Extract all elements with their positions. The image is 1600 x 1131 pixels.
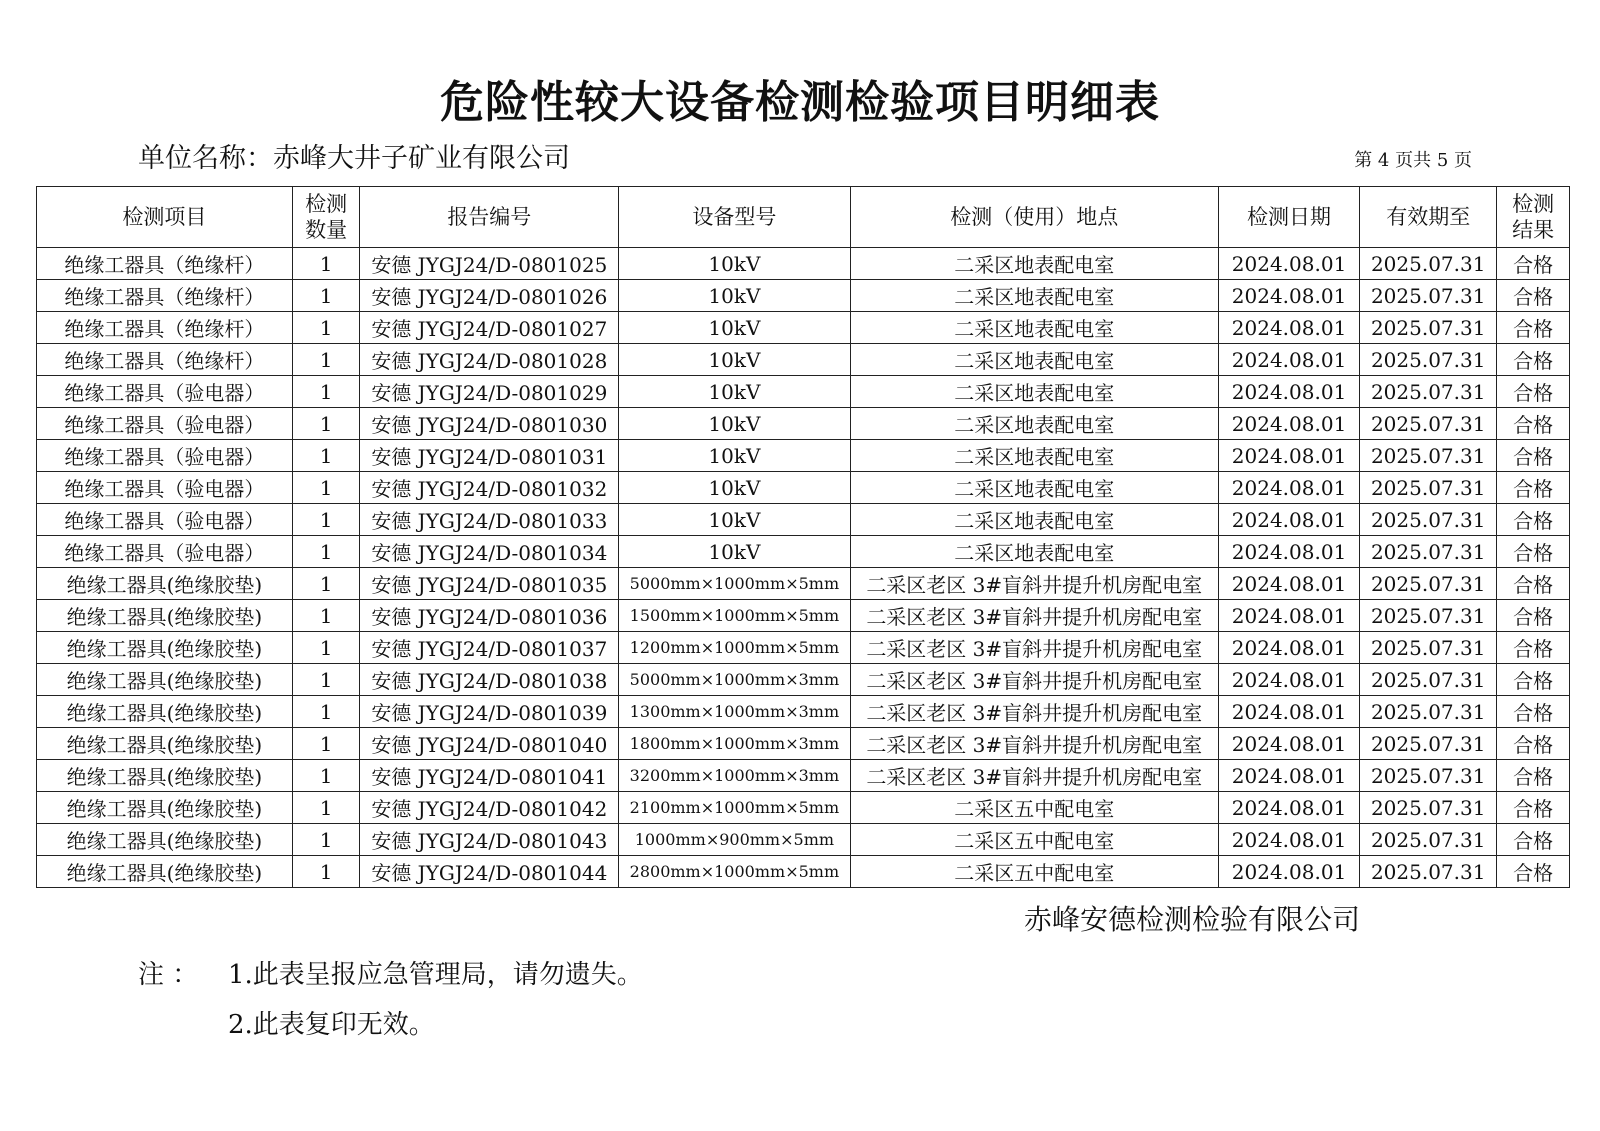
cell-quantity: 1	[292, 504, 360, 536]
cell-quantity: 1	[292, 664, 360, 696]
cell-test-date: 2024.08.01	[1218, 440, 1359, 472]
cell-result: 合格	[1497, 728, 1570, 760]
table-row	[37, 376, 1570, 408]
cell-item: 绝缘工器具（验电器）	[37, 408, 293, 440]
header-test-date: 检测日期	[1218, 187, 1359, 248]
cell-valid-until: 2025.07.31	[1360, 696, 1497, 728]
cell-location: 二采区地表配电室	[850, 440, 1218, 472]
cell-valid-until: 2025.07.31	[1360, 536, 1497, 568]
cell-test-date: 2024.08.01	[1218, 344, 1359, 376]
cell-report-number: 安德 JYGJ24/D-0801034	[360, 536, 619, 568]
header-location: 检测（使用）地点	[850, 187, 1218, 248]
cell-location: 二采区地表配电室	[850, 536, 1218, 568]
cell-quantity: 1	[292, 408, 360, 440]
cell-valid-until: 2025.07.31	[1360, 792, 1497, 824]
cell-test-date: 2024.08.01	[1218, 760, 1359, 792]
table-row	[37, 408, 1570, 440]
table-row	[37, 280, 1570, 312]
cell-location: 二采区地表配电室	[850, 376, 1218, 408]
cell-item: 绝缘工器具(绝缘胶垫)	[37, 600, 293, 632]
cell-test-date: 2024.08.01	[1218, 248, 1359, 280]
cell-report-number: 安德 JYGJ24/D-0801044	[360, 856, 619, 888]
cell-quantity: 1	[292, 760, 360, 792]
cell-valid-until: 2025.07.31	[1360, 664, 1497, 696]
cell-location: 二采区老区 3#盲斜井提升机房配电室	[850, 632, 1218, 664]
cell-model: 2800mm×1000mm×5mm	[619, 856, 850, 888]
cell-test-date: 2024.08.01	[1218, 504, 1359, 536]
cell-report-number: 安德 JYGJ24/D-0801032	[360, 472, 619, 504]
cell-report-number: 安德 JYGJ24/D-0801036	[360, 600, 619, 632]
cell-report-number: 安德 JYGJ24/D-0801025	[360, 248, 619, 280]
table-row	[37, 696, 1570, 728]
cell-result: 合格	[1497, 664, 1570, 696]
cell-valid-until: 2025.07.31	[1360, 440, 1497, 472]
cell-item: 绝缘工器具（验电器）	[37, 536, 293, 568]
table-row	[37, 632, 1570, 664]
cell-test-date: 2024.08.01	[1218, 792, 1359, 824]
cell-quantity: 1	[292, 312, 360, 344]
cell-valid-until: 2025.07.31	[1360, 376, 1497, 408]
cell-item: 绝缘工器具（验电器）	[37, 440, 293, 472]
cell-model: 10kV	[619, 280, 850, 312]
inspection-table	[36, 186, 1570, 888]
cell-model: 1300mm×1000mm×3mm	[619, 696, 850, 728]
cell-location: 二采区地表配电室	[850, 312, 1218, 344]
cell-item: 绝缘工器具(绝缘胶垫)	[37, 760, 293, 792]
cell-valid-until: 2025.07.31	[1360, 504, 1497, 536]
cell-quantity: 1	[292, 248, 360, 280]
cell-model: 10kV	[619, 344, 850, 376]
cell-model: 1000mm×900mm×5mm	[619, 824, 850, 856]
note-item: 1.此表呈报应急管理局，请勿遗失。	[228, 960, 643, 990]
cell-model: 10kV	[619, 472, 850, 504]
cell-result: 合格	[1497, 344, 1570, 376]
table-row	[37, 856, 1570, 888]
cell-model: 2100mm×1000mm×5mm	[619, 792, 850, 824]
cell-report-number: 安德 JYGJ24/D-0801038	[360, 664, 619, 696]
cell-item: 绝缘工器具(绝缘胶垫)	[37, 792, 293, 824]
cell-valid-until: 2025.07.31	[1360, 632, 1497, 664]
cell-location: 二采区五中配电室	[850, 792, 1218, 824]
table-row	[37, 568, 1570, 600]
cell-model: 5000mm×1000mm×5mm	[619, 568, 850, 600]
cell-model: 5000mm×1000mm×3mm	[619, 664, 850, 696]
cell-result: 合格	[1497, 632, 1570, 664]
cell-result: 合格	[1497, 792, 1570, 824]
cell-item: 绝缘工器具(绝缘胶垫)	[37, 664, 293, 696]
cell-location: 二采区地表配电室	[850, 344, 1218, 376]
cell-valid-until: 2025.07.31	[1360, 600, 1497, 632]
issuer-company: 赤峰安德检测检验有限公司	[1024, 903, 1361, 936]
table-row	[37, 728, 1570, 760]
cell-item: 绝缘工器具（绝缘杆）	[37, 312, 293, 344]
table-row	[37, 824, 1570, 856]
cell-report-number: 安德 JYGJ24/D-0801031	[360, 440, 619, 472]
table-row	[37, 472, 1570, 504]
cell-location: 二采区地表配电室	[850, 280, 1218, 312]
cell-report-number: 安德 JYGJ24/D-0801035	[360, 568, 619, 600]
cell-location: 二采区地表配电室	[850, 248, 1218, 280]
table-body	[37, 248, 1570, 888]
cell-quantity: 1	[292, 632, 360, 664]
cell-item: 绝缘工器具（验电器）	[37, 472, 293, 504]
cell-location: 二采区地表配电室	[850, 408, 1218, 440]
cell-location: 二采区老区 3#盲斜井提升机房配电室	[850, 568, 1218, 600]
table-row	[37, 504, 1570, 536]
table-row	[37, 440, 1570, 472]
header-item: 检测项目	[37, 187, 293, 248]
cell-model: 1500mm×1000mm×5mm	[619, 600, 850, 632]
cell-result: 合格	[1497, 696, 1570, 728]
cell-location: 二采区老区 3#盲斜井提升机房配电室	[850, 728, 1218, 760]
cell-test-date: 2024.08.01	[1218, 696, 1359, 728]
header-result: 检测 结果	[1497, 187, 1570, 248]
cell-model: 10kV	[619, 408, 850, 440]
cell-test-date: 2024.08.01	[1218, 728, 1359, 760]
cell-location: 二采区老区 3#盲斜井提升机房配电室	[850, 760, 1218, 792]
cell-test-date: 2024.08.01	[1218, 856, 1359, 888]
cell-test-date: 2024.08.01	[1218, 280, 1359, 312]
table-row	[37, 312, 1570, 344]
cell-location: 二采区五中配电室	[850, 824, 1218, 856]
cell-test-date: 2024.08.01	[1218, 824, 1359, 856]
cell-report-number: 安德 JYGJ24/D-0801043	[360, 824, 619, 856]
cell-item: 绝缘工器具（绝缘杆）	[37, 280, 293, 312]
cell-result: 合格	[1497, 536, 1570, 568]
note-item: 2.此表复印无效。	[228, 1010, 435, 1040]
cell-model: 10kV	[619, 440, 850, 472]
cell-model: 10kV	[619, 312, 850, 344]
cell-result: 合格	[1497, 408, 1570, 440]
cell-valid-until: 2025.07.31	[1360, 344, 1497, 376]
cell-report-number: 安德 JYGJ24/D-0801040	[360, 728, 619, 760]
cell-quantity: 1	[292, 824, 360, 856]
header-report-number: 报告编号	[360, 187, 619, 248]
cell-item: 绝缘工器具(绝缘胶垫)	[37, 824, 293, 856]
table-row	[37, 344, 1570, 376]
cell-report-number: 安德 JYGJ24/D-0801027	[360, 312, 619, 344]
cell-item: 绝缘工器具（验电器）	[37, 504, 293, 536]
cell-test-date: 2024.08.01	[1218, 600, 1359, 632]
cell-location: 二采区老区 3#盲斜井提升机房配电室	[850, 696, 1218, 728]
cell-item: 绝缘工器具(绝缘胶垫)	[37, 856, 293, 888]
cell-report-number: 安德 JYGJ24/D-0801026	[360, 280, 619, 312]
cell-report-number: 安德 JYGJ24/D-0801028	[360, 344, 619, 376]
cell-quantity: 1	[292, 856, 360, 888]
cell-report-number: 安德 JYGJ24/D-0801037	[360, 632, 619, 664]
cell-quantity: 1	[292, 536, 360, 568]
table-row	[37, 536, 1570, 568]
cell-result: 合格	[1497, 472, 1570, 504]
cell-report-number: 安德 JYGJ24/D-0801030	[360, 408, 619, 440]
cell-result: 合格	[1497, 568, 1570, 600]
cell-valid-until: 2025.07.31	[1360, 248, 1497, 280]
cell-quantity: 1	[292, 472, 360, 504]
cell-test-date: 2024.08.01	[1218, 408, 1359, 440]
cell-test-date: 2024.08.01	[1218, 472, 1359, 504]
cell-item: 绝缘工器具(绝缘胶垫)	[37, 728, 293, 760]
cell-report-number: 安德 JYGJ24/D-0801041	[360, 760, 619, 792]
header-valid-until: 有效期至	[1360, 187, 1497, 248]
cell-model: 10kV	[619, 376, 850, 408]
cell-quantity: 1	[292, 728, 360, 760]
notes-label: 注 ：	[138, 960, 199, 990]
cell-valid-until: 2025.07.31	[1360, 312, 1497, 344]
cell-quantity: 1	[292, 344, 360, 376]
cell-location: 二采区五中配电室	[850, 856, 1218, 888]
cell-model: 10kV	[619, 248, 850, 280]
table-row	[37, 600, 1570, 632]
cell-valid-until: 2025.07.31	[1360, 760, 1497, 792]
table-row	[37, 792, 1570, 824]
cell-model: 10kV	[619, 536, 850, 568]
cell-item: 绝缘工器具（绝缘杆）	[37, 248, 293, 280]
cell-model: 3200mm×1000mm×3mm	[619, 760, 850, 792]
cell-location: 二采区老区 3#盲斜井提升机房配电室	[850, 600, 1218, 632]
cell-test-date: 2024.08.01	[1218, 664, 1359, 696]
cell-report-number: 安德 JYGJ24/D-0801033	[360, 504, 619, 536]
table-header-row	[37, 187, 1570, 248]
table-row	[37, 760, 1570, 792]
cell-valid-until: 2025.07.31	[1360, 280, 1497, 312]
header-quantity: 检测 数量	[292, 187, 360, 248]
cell-result: 合格	[1497, 600, 1570, 632]
cell-valid-until: 2025.07.31	[1360, 408, 1497, 440]
cell-location: 二采区地表配电室	[850, 504, 1218, 536]
cell-result: 合格	[1497, 824, 1570, 856]
table-row	[37, 248, 1570, 280]
cell-location: 二采区老区 3#盲斜井提升机房配电室	[850, 664, 1218, 696]
cell-quantity: 1	[292, 280, 360, 312]
cell-result: 合格	[1497, 376, 1570, 408]
cell-location: 二采区地表配电室	[850, 472, 1218, 504]
cell-valid-until: 2025.07.31	[1360, 728, 1497, 760]
cell-item: 绝缘工器具(绝缘胶垫)	[37, 696, 293, 728]
page-title: 危险性较大设备检测检验项目明细表	[440, 77, 1160, 128]
cell-test-date: 2024.08.01	[1218, 632, 1359, 664]
cell-quantity: 1	[292, 376, 360, 408]
cell-quantity: 1	[292, 440, 360, 472]
header-model: 设备型号	[619, 187, 850, 248]
cell-result: 合格	[1497, 440, 1570, 472]
cell-result: 合格	[1497, 760, 1570, 792]
cell-result: 合格	[1497, 280, 1570, 312]
cell-valid-until: 2025.07.31	[1360, 824, 1497, 856]
cell-valid-until: 2025.07.31	[1360, 472, 1497, 504]
unit-name: 单位名称：赤峰大井子矿业有限公司	[138, 143, 570, 174]
cell-item: 绝缘工器具（验电器）	[37, 376, 293, 408]
cell-model: 10kV	[619, 504, 850, 536]
cell-quantity: 1	[292, 600, 360, 632]
cell-valid-until: 2025.07.31	[1360, 568, 1497, 600]
cell-test-date: 2024.08.01	[1218, 376, 1359, 408]
cell-report-number: 安德 JYGJ24/D-0801029	[360, 376, 619, 408]
cell-result: 合格	[1497, 856, 1570, 888]
cell-test-date: 2024.08.01	[1218, 568, 1359, 600]
cell-item: 绝缘工器具（绝缘杆）	[37, 344, 293, 376]
table-row	[37, 664, 1570, 696]
cell-result: 合格	[1497, 312, 1570, 344]
cell-report-number: 安德 JYGJ24/D-0801042	[360, 792, 619, 824]
cell-model: 1200mm×1000mm×5mm	[619, 632, 850, 664]
cell-valid-until: 2025.07.31	[1360, 856, 1497, 888]
cell-test-date: 2024.08.01	[1218, 536, 1359, 568]
cell-item: 绝缘工器具(绝缘胶垫)	[37, 568, 293, 600]
cell-quantity: 1	[292, 568, 360, 600]
cell-test-date: 2024.08.01	[1218, 312, 1359, 344]
cell-report-number: 安德 JYGJ24/D-0801039	[360, 696, 619, 728]
page-number: 第 4 页共 5 页	[1354, 150, 1472, 171]
cell-quantity: 1	[292, 696, 360, 728]
cell-result: 合格	[1497, 248, 1570, 280]
cell-result: 合格	[1497, 504, 1570, 536]
cell-model: 1800mm×1000mm×3mm	[619, 728, 850, 760]
cell-quantity: 1	[292, 792, 360, 824]
cell-item: 绝缘工器具(绝缘胶垫)	[37, 632, 293, 664]
